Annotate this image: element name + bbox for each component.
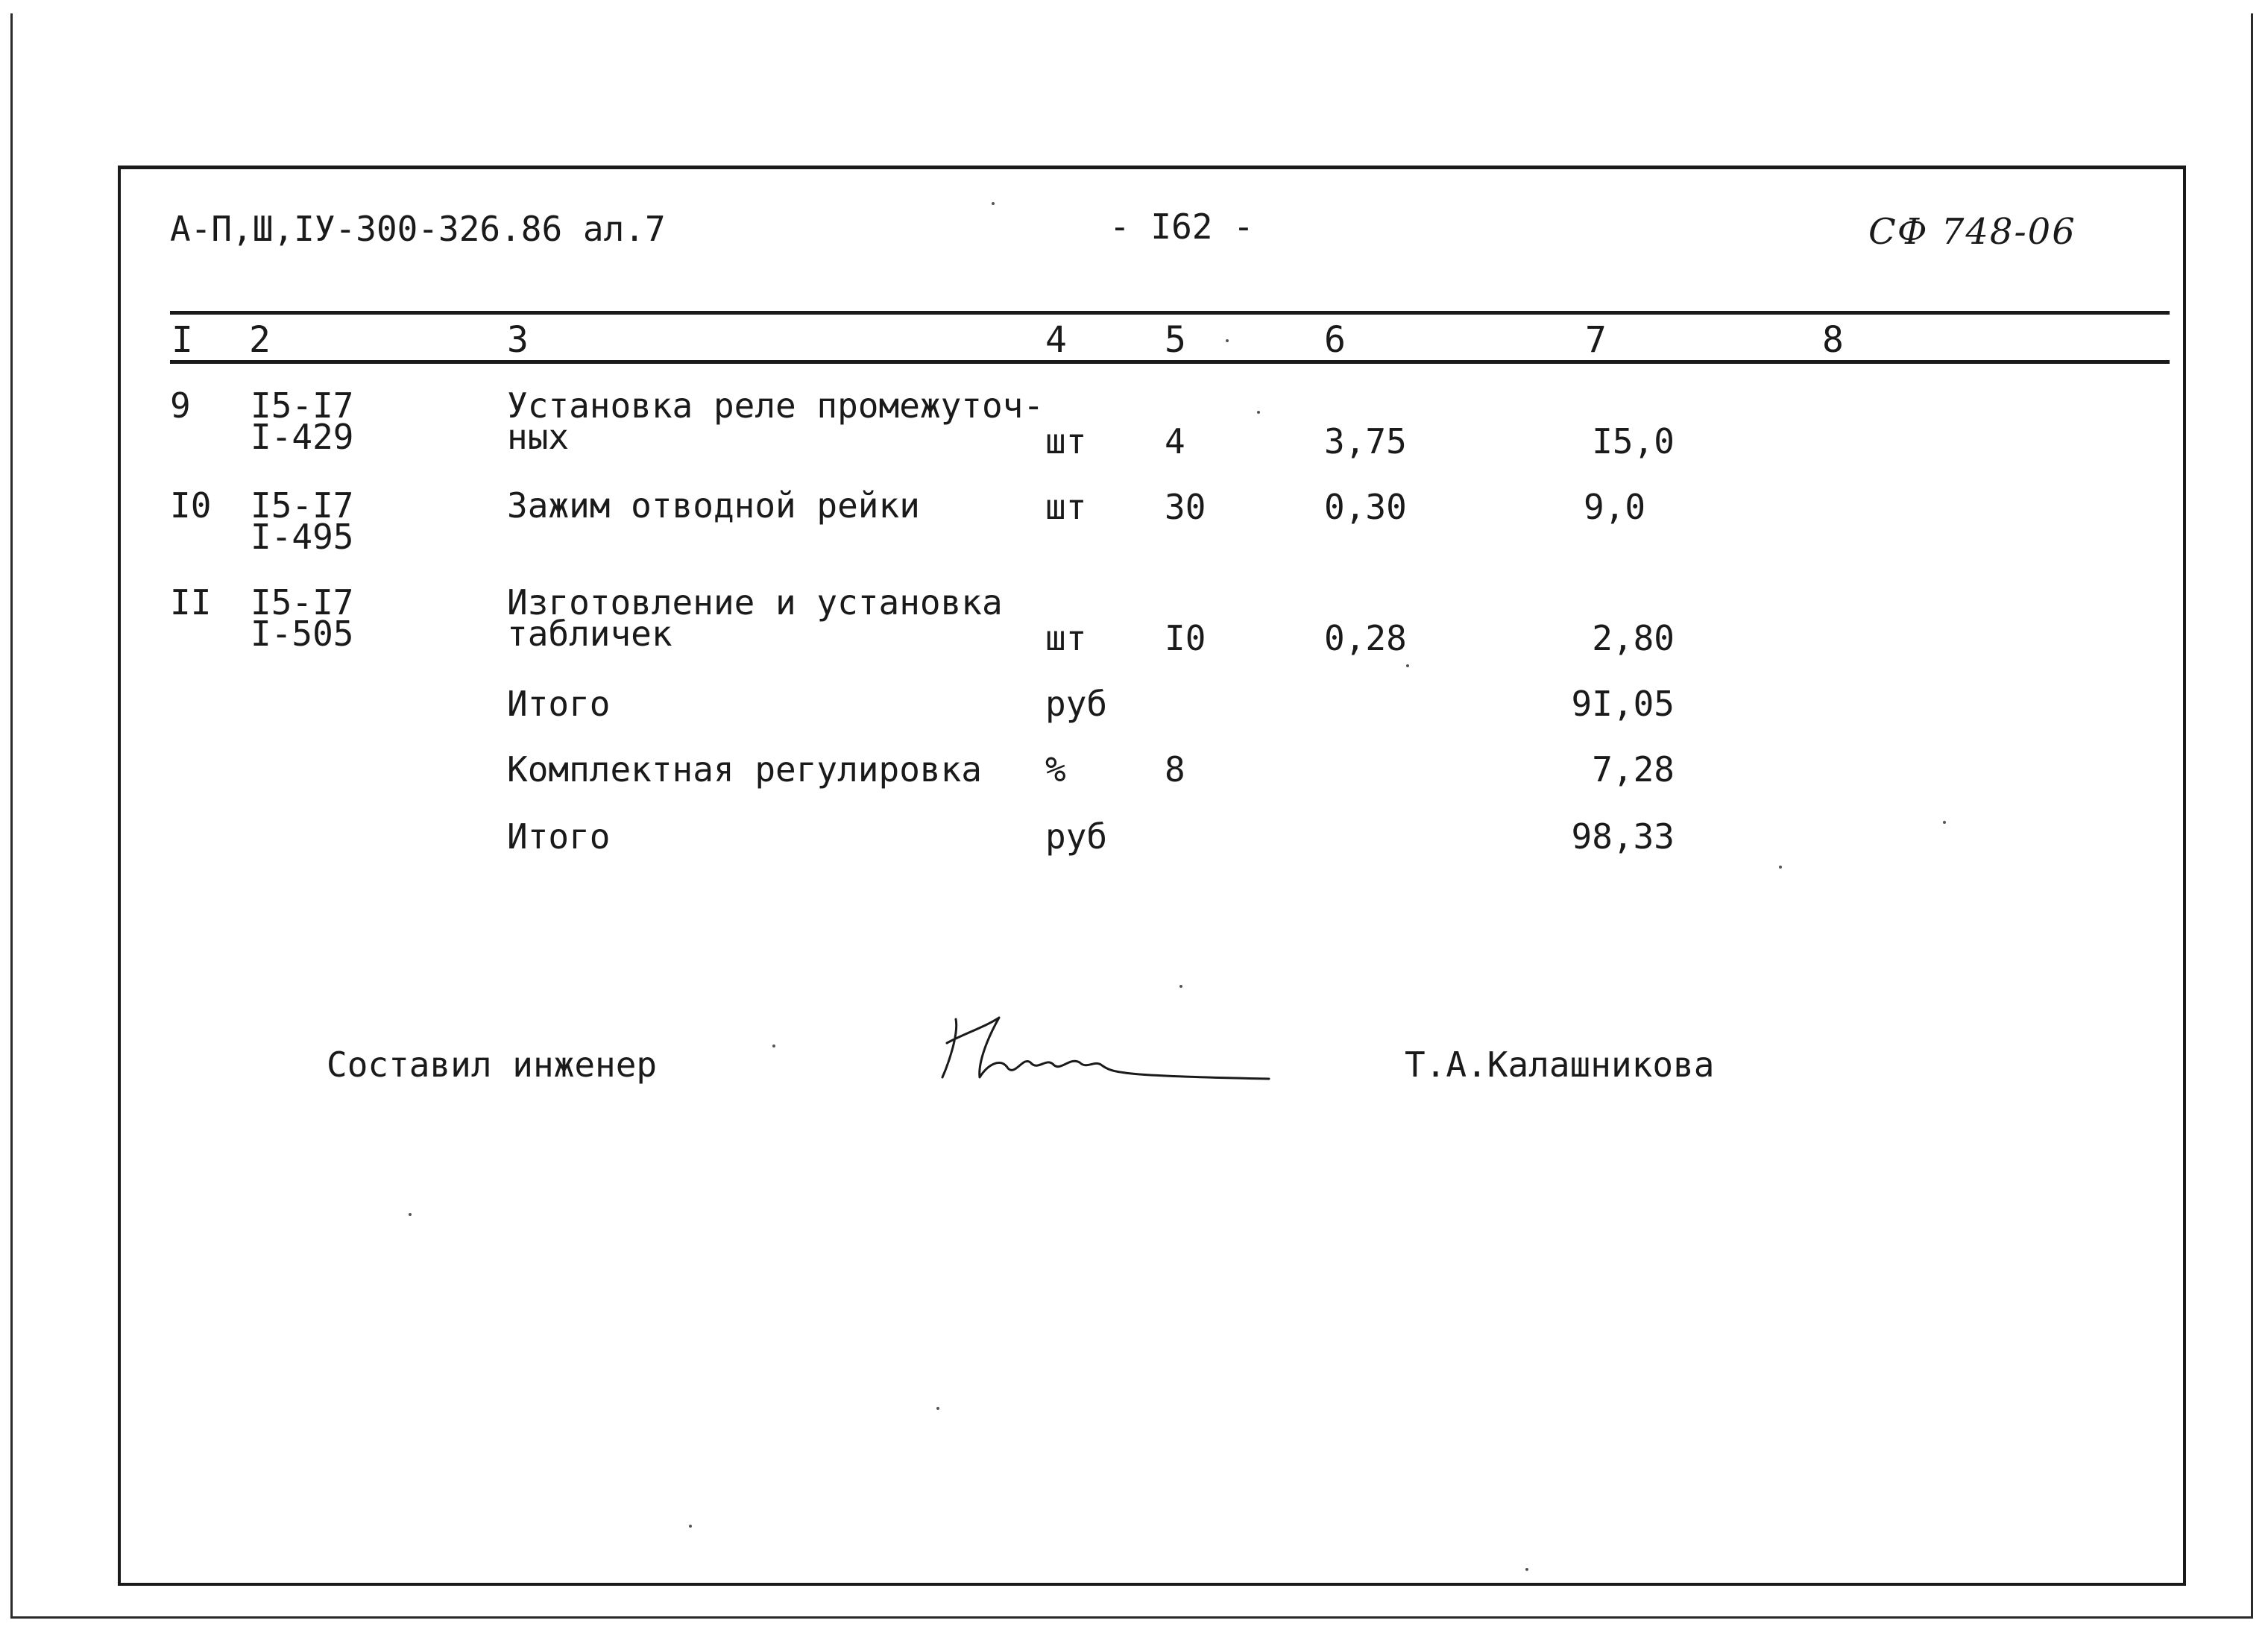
summary-unit: % (1045, 749, 1066, 790)
work-name: Зажим отводной рейки (507, 485, 920, 526)
summary-label: Итого (507, 816, 611, 857)
header-rule-top (170, 311, 2170, 315)
engineer-name: Т.А.Калашникова (1405, 1045, 1715, 1085)
work-name: Изготовление и установка (507, 582, 1003, 623)
rate-code: I5-I7 (251, 385, 354, 426)
unit-price: 0,30 (1324, 487, 1407, 527)
scan-speck (992, 202, 995, 205)
rate-code: I5-I7 (251, 485, 354, 526)
page-number: - I62 - (1109, 207, 1254, 247)
document-code: А-П,Ш,IУ-300-326.86 ал.7 (170, 209, 666, 249)
document-sheet (118, 166, 2186, 1586)
column-header-1: I (171, 319, 193, 361)
column-header-7: 7 (1585, 319, 1607, 361)
line-total: 9,0 (1584, 487, 1646, 527)
rate-code-position: I-429 (251, 417, 354, 457)
column-header-4: 4 (1045, 319, 1067, 361)
compiled-by-label: Составил инженер (327, 1045, 658, 1085)
column-header-5: 5 (1165, 319, 1186, 361)
unit-price: 0,28 (1324, 618, 1407, 658)
unit: шт (1045, 487, 1087, 527)
scan-speck (1257, 411, 1260, 414)
rate-code: I5-I7 (251, 582, 354, 623)
row-number: II (170, 582, 212, 623)
summary-total: 98,33 (1571, 816, 1675, 857)
work-name: Установка реле промежуточ- (507, 385, 1045, 426)
rate-code-position: I-495 (251, 517, 354, 557)
handwritten-signature (933, 1004, 1276, 1094)
archive-stamp: СФ 748-06 (1868, 211, 2076, 253)
scan-speck (1779, 866, 1782, 869)
summary-label: Итого (507, 684, 611, 724)
row-number: I0 (170, 485, 212, 526)
quantity: 30 (1165, 487, 1206, 527)
work-name-continued: табличек (507, 614, 672, 654)
scan-speck (936, 1407, 939, 1410)
line-total: 2,80 (1592, 618, 1675, 658)
quantity: I0 (1165, 618, 1206, 658)
unit-price: 3,75 (1324, 421, 1407, 461)
column-header-3: 3 (507, 319, 529, 361)
signature-mark (933, 1004, 1276, 1094)
unit: шт (1045, 421, 1087, 461)
column-header-8: 8 (1822, 319, 1844, 361)
summary-unit: руб (1045, 816, 1108, 857)
quantity: 4 (1165, 421, 1185, 461)
unit: шт (1045, 618, 1087, 658)
column-header-2: 2 (249, 319, 271, 361)
column-header-6: 6 (1324, 319, 1346, 361)
scan-speck (409, 1213, 412, 1216)
scan-speck (1179, 985, 1182, 988)
scan-speck (1226, 339, 1229, 342)
scan-speck (689, 1525, 692, 1528)
row-number: 9 (170, 385, 191, 426)
scan-speck (1943, 821, 1946, 824)
summary-total: 9I,05 (1571, 684, 1675, 724)
rate-code-position: I-505 (251, 614, 354, 654)
summary-label: Комплектная регулировка (507, 749, 982, 790)
line-total: I5,0 (1592, 421, 1675, 461)
scan-speck (1525, 1568, 1528, 1571)
scan-speck (1406, 664, 1409, 667)
scan-speck (772, 1045, 775, 1047)
summary-quantity: 8 (1165, 749, 1185, 790)
summary-unit: руб (1045, 684, 1108, 724)
work-name-continued: ных (507, 417, 570, 457)
summary-total: 7,28 (1592, 749, 1675, 790)
